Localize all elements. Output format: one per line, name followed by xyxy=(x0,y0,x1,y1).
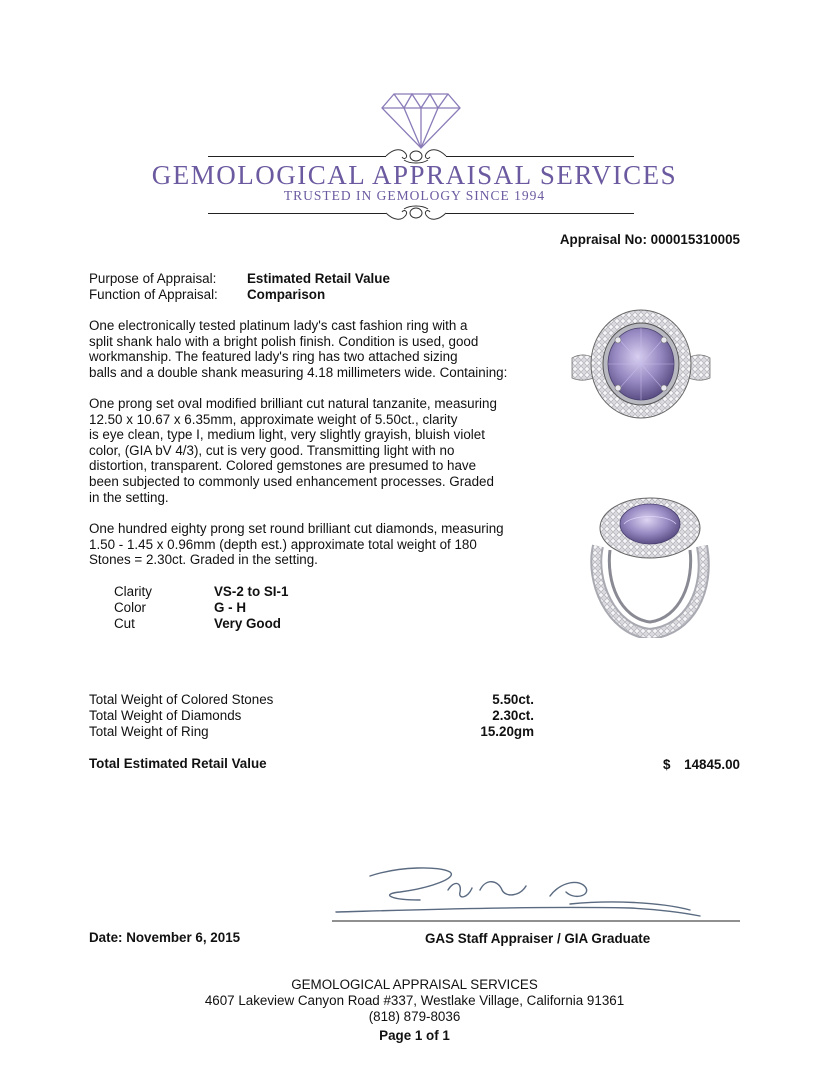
tanzanite-line: is eye clean, type I, medium light, very slightly grayish, bluish violet xyxy=(89,427,485,443)
grade-value-color: G - H xyxy=(214,600,246,615)
ring-top-view-photo xyxy=(566,300,716,426)
grade-value-cut: Very Good xyxy=(214,616,281,631)
appraiser-signature xyxy=(330,860,742,924)
footer-address: 4607 Lakeview Canyon Road #337, Westlake Village, California 91361 xyxy=(204,993,625,1008)
tanzanite-line: been subjected to commonly used enhancement processes. Graded xyxy=(89,473,494,489)
grade-label-clarity: Clarity xyxy=(114,584,152,599)
description-line: workmanship. The featured lady's ring has two attached sizing xyxy=(89,349,458,365)
ring-side-view-photo xyxy=(580,490,720,638)
footer-phone: (818) 879-8036 xyxy=(368,1009,461,1024)
grade-value-clarity: VS-2 to SI-1 xyxy=(214,584,289,599)
ring-description xyxy=(89,318,529,380)
total-value-ring: 15.20gm xyxy=(480,724,534,739)
diamond-line: One hundred eighty prong set round brilliant cut diamonds, measuring xyxy=(89,521,504,536)
total-label-colored-stones: Total Weight of Colored Stones xyxy=(89,692,274,707)
tanzanite-line: distortion, transparent. Colored gemstones are presumed to have xyxy=(89,458,477,474)
purpose-value: Estimated Retail Value xyxy=(247,271,390,286)
description-line: One electronically tested platinum lady's cast fashion ring with a xyxy=(89,318,468,333)
header-rule-right-bottom xyxy=(446,213,634,214)
flourish-ornament-bottom-icon xyxy=(384,203,448,223)
purpose-label: Purpose of Appraisal: xyxy=(89,271,217,286)
footer-company: GEMOLOGICAL APPRAISAL SERVICES xyxy=(291,977,538,992)
appraisal-date: Date: November 6, 2015 xyxy=(89,930,241,945)
function-value: Comparison xyxy=(247,287,326,302)
description-line: balls and a double shank measuring 4.18 millimeters wide. Containing: xyxy=(89,364,508,380)
diamond-line: 1.50 - 1.45 x 0.96mm (depth est.) approximate total weight of 180 xyxy=(89,536,477,552)
page-number: Page 1 of 1 xyxy=(379,1028,450,1043)
total-label-diamonds: Total Weight of Diamonds xyxy=(89,708,242,723)
header-rule-right-top xyxy=(446,156,634,157)
diamond-line: Stones = 2.30ct. Graded in the setting. xyxy=(89,552,318,568)
tanzanite-line: One prong set oval modified brilliant cut natural tanzanite, measuring xyxy=(89,396,497,411)
total-label-ring: Total Weight of Ring xyxy=(89,724,209,739)
appraiser-title: GAS Staff Appraiser / GIA Graduate xyxy=(425,931,651,946)
company-tagline: TRUSTED IN GEMOLOGY SINCE 1994 xyxy=(283,188,546,203)
retail-currency: $ xyxy=(663,757,671,772)
tanzanite-line: color, (GIA bV 4/3), cut is very good. Transmitting light with no xyxy=(89,442,455,458)
appraisal-number: Appraisal No: 000015310005 xyxy=(559,232,740,247)
tanzanite-line: 12.50 x 10.67 x 6.35mm, approximate weight of 5.50ct., clarity xyxy=(89,411,458,427)
grade-label-cut: Cut xyxy=(114,616,135,631)
header-rule-left-top xyxy=(208,156,386,157)
retail-amount: 14845.00 xyxy=(684,757,740,772)
grade-label-color: Color xyxy=(114,600,146,615)
retail-value-label: Total Estimated Retail Value xyxy=(89,756,267,771)
diamond-logo-icon xyxy=(380,92,462,150)
total-value-diamonds: 2.30ct. xyxy=(492,708,534,723)
description-line: split shank halo with a bright polish finish. Condition is used, good xyxy=(89,333,479,349)
tanzanite-description xyxy=(89,396,529,505)
function-label: Function of Appraisal: xyxy=(89,287,218,302)
diamond-description xyxy=(89,521,529,568)
header-rule-left-bottom xyxy=(208,213,386,214)
tanzanite-line: in the setting. xyxy=(89,489,169,505)
total-value-colored-stones: 5.50ct. xyxy=(492,692,534,707)
company-title: GEMOLOGICAL APPRAISAL SERVICES xyxy=(151,160,678,190)
